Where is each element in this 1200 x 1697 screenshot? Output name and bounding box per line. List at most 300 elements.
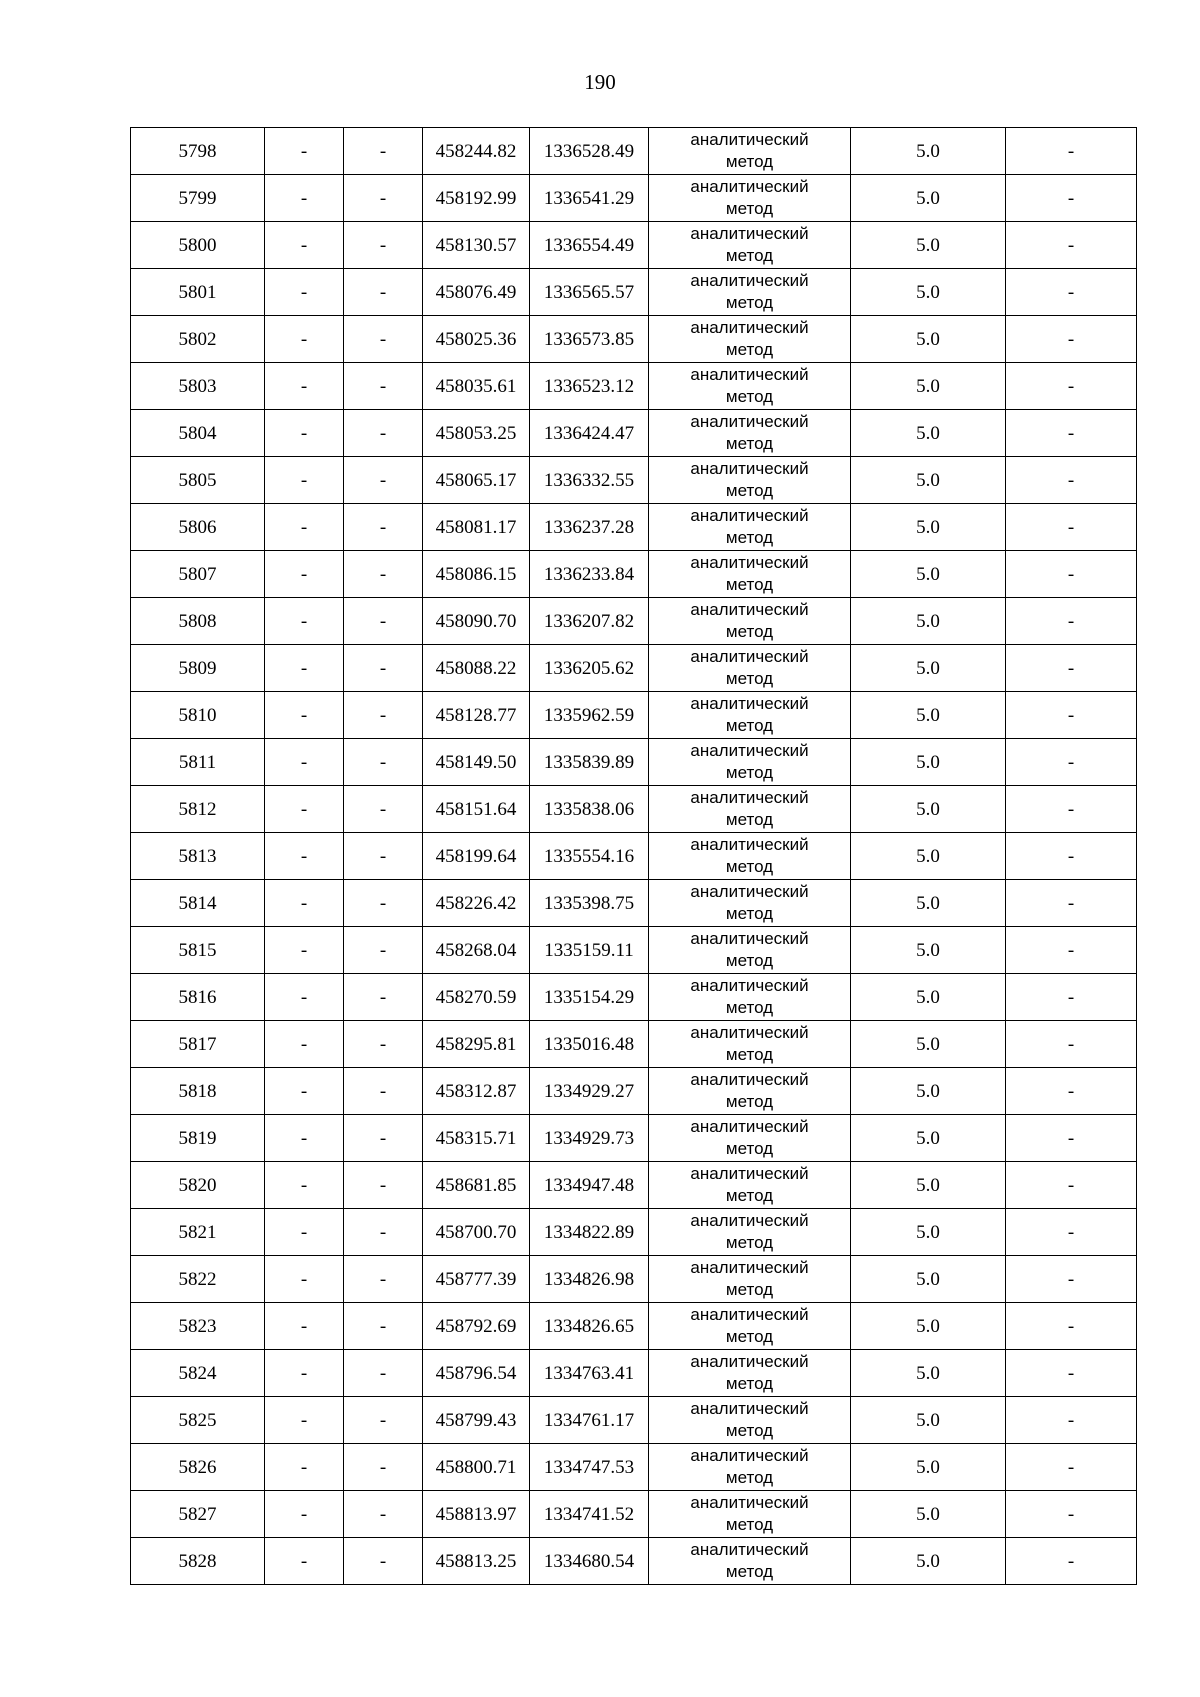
coord-y-cell: 1336207.82 — [530, 598, 649, 645]
coordinates-table — [130, 127, 1137, 1585]
dash-cell: - — [265, 1491, 344, 1538]
coord-y-cell: 1335159.11 — [530, 927, 649, 974]
dash-cell: - — [344, 1162, 423, 1209]
method-label-line2: метод — [725, 1233, 774, 1252]
dash-cell: - — [1006, 880, 1137, 927]
coord-x-cell: 458681.85 — [423, 1162, 530, 1209]
coord-y-cell: 1334680.54 — [530, 1538, 649, 1585]
coord-x-cell: 458777.39 — [423, 1256, 530, 1303]
point-number-cell: 5809 — [131, 645, 265, 692]
method-label-line2: метод — [725, 1515, 774, 1534]
accuracy-cell: 5.0 — [851, 1256, 1006, 1303]
point-number-cell: 5826 — [131, 1444, 265, 1491]
table-row — [131, 222, 1137, 269]
coord-x-cell: 458086.15 — [423, 551, 530, 598]
method-cell — [649, 269, 851, 316]
dash-cell: - — [265, 786, 344, 833]
method-label-line2: метод — [725, 481, 774, 500]
point-number-cell: 5824 — [131, 1350, 265, 1397]
method-label-line1: аналитический — [690, 177, 809, 196]
method-label-line1: аналитический — [690, 224, 809, 243]
dash-cell: - — [265, 175, 344, 222]
coord-x-cell: 458700.70 — [423, 1209, 530, 1256]
method-label-line1: аналитический — [690, 412, 809, 431]
point-number-cell: 5804 — [131, 410, 265, 457]
method-cell — [649, 363, 851, 410]
dash-cell: - — [265, 457, 344, 504]
dash-cell: - — [265, 1162, 344, 1209]
dash-cell: - — [265, 363, 344, 410]
method-cell — [649, 222, 851, 269]
dash-cell: - — [344, 457, 423, 504]
method-label-line2: метод — [725, 1562, 774, 1581]
coord-y-cell: 1334826.65 — [530, 1303, 649, 1350]
table-row — [131, 1068, 1137, 1115]
method-label-line2: метод — [725, 1186, 774, 1205]
coord-y-cell: 1335398.75 — [530, 880, 649, 927]
method-cell — [649, 833, 851, 880]
dash-cell: - — [344, 1209, 423, 1256]
table-row — [131, 410, 1137, 457]
accuracy-cell: 5.0 — [851, 786, 1006, 833]
table-row — [131, 833, 1137, 880]
method-cell — [649, 974, 851, 1021]
method-cell — [649, 645, 851, 692]
accuracy-cell: 5.0 — [851, 692, 1006, 739]
table-row — [131, 1444, 1137, 1491]
table-row — [131, 1209, 1137, 1256]
coord-y-cell: 1336573.85 — [530, 316, 649, 363]
method-label-line1: аналитический — [690, 1352, 809, 1371]
table-row — [131, 1350, 1137, 1397]
dash-cell: - — [344, 222, 423, 269]
table-row — [131, 551, 1137, 598]
table-row — [131, 1115, 1137, 1162]
method-label-line1: аналитический — [690, 1258, 809, 1277]
method-label-line2: метод — [725, 1468, 774, 1487]
method-cell — [649, 1209, 851, 1256]
method-label-line1: аналитический — [690, 741, 809, 760]
dash-cell: - — [344, 880, 423, 927]
accuracy-cell: 5.0 — [851, 269, 1006, 316]
method-cell — [649, 1491, 851, 1538]
dash-cell: - — [1006, 833, 1137, 880]
dash-cell: - — [265, 1256, 344, 1303]
dash-cell: - — [265, 316, 344, 363]
method-label-line1: аналитический — [690, 1493, 809, 1512]
method-cell — [649, 504, 851, 551]
method-cell — [649, 1303, 851, 1350]
coord-x-cell: 458268.04 — [423, 927, 530, 974]
point-number-cell: 5798 — [131, 128, 265, 175]
dash-cell: - — [344, 269, 423, 316]
method-cell — [649, 551, 851, 598]
point-number-cell: 5822 — [131, 1256, 265, 1303]
method-label-line2: метод — [725, 575, 774, 594]
method-label-line2: метод — [725, 951, 774, 970]
coord-y-cell: 1334761.17 — [530, 1397, 649, 1444]
coord-y-cell: 1334929.27 — [530, 1068, 649, 1115]
method-cell — [649, 880, 851, 927]
method-label-line1: аналитический — [690, 506, 809, 525]
dash-cell: - — [265, 927, 344, 974]
accuracy-cell: 5.0 — [851, 927, 1006, 974]
table-row — [131, 457, 1137, 504]
method-cell — [649, 128, 851, 175]
method-cell — [649, 786, 851, 833]
accuracy-cell: 5.0 — [851, 833, 1006, 880]
table-body — [131, 128, 1137, 1585]
table-row — [131, 739, 1137, 786]
method-cell — [649, 1021, 851, 1068]
accuracy-cell: 5.0 — [851, 551, 1006, 598]
method-label-line1: аналитический — [690, 929, 809, 948]
dash-cell: - — [344, 645, 423, 692]
point-number-cell: 5827 — [131, 1491, 265, 1538]
dash-cell: - — [1006, 598, 1137, 645]
dash-cell: - — [1006, 786, 1137, 833]
point-number-cell: 5813 — [131, 833, 265, 880]
dash-cell: - — [1006, 316, 1137, 363]
dash-cell: - — [1006, 645, 1137, 692]
table-row — [131, 692, 1137, 739]
method-cell — [649, 1115, 851, 1162]
coord-y-cell: 1334747.53 — [530, 1444, 649, 1491]
coord-y-cell: 1334947.48 — [530, 1162, 649, 1209]
method-label-line1: аналитический — [690, 694, 809, 713]
coord-x-cell: 458053.25 — [423, 410, 530, 457]
dash-cell: - — [265, 645, 344, 692]
method-cell — [649, 457, 851, 504]
accuracy-cell: 5.0 — [851, 1115, 1006, 1162]
table-row — [131, 645, 1137, 692]
method-label-line1: аналитический — [690, 1023, 809, 1042]
method-label-line2: метод — [725, 293, 774, 312]
dash-cell: - — [344, 363, 423, 410]
method-label-line1: аналитический — [690, 1211, 809, 1230]
dash-cell: - — [344, 175, 423, 222]
coord-y-cell: 1334826.98 — [530, 1256, 649, 1303]
accuracy-cell: 5.0 — [851, 739, 1006, 786]
dash-cell: - — [1006, 1209, 1137, 1256]
method-label-line1: аналитический — [690, 365, 809, 384]
coord-y-cell: 1334822.89 — [530, 1209, 649, 1256]
dash-cell: - — [265, 269, 344, 316]
coord-x-cell: 458226.42 — [423, 880, 530, 927]
coord-x-cell: 458088.22 — [423, 645, 530, 692]
point-number-cell: 5799 — [131, 175, 265, 222]
method-label-line1: аналитический — [690, 1305, 809, 1324]
accuracy-cell: 5.0 — [851, 1491, 1006, 1538]
table-row — [131, 927, 1137, 974]
dash-cell: - — [1006, 457, 1137, 504]
dash-cell: - — [1006, 551, 1137, 598]
table-row — [131, 1397, 1137, 1444]
dash-cell: - — [344, 974, 423, 1021]
coord-x-cell: 458792.69 — [423, 1303, 530, 1350]
coord-y-cell: 1336237.28 — [530, 504, 649, 551]
dash-cell: - — [1006, 128, 1137, 175]
method-label-line1: аналитический — [690, 271, 809, 290]
point-number-cell: 5805 — [131, 457, 265, 504]
dash-cell: - — [1006, 269, 1137, 316]
dash-cell: - — [344, 1021, 423, 1068]
coord-x-cell: 458800.71 — [423, 1444, 530, 1491]
dash-cell: - — [1006, 1303, 1137, 1350]
method-label-line2: метод — [725, 340, 774, 359]
table-row — [131, 1256, 1137, 1303]
coord-x-cell: 458312.87 — [423, 1068, 530, 1115]
method-cell — [649, 598, 851, 645]
coord-y-cell: 1335154.29 — [530, 974, 649, 1021]
method-cell — [649, 1444, 851, 1491]
coord-y-cell: 1336528.49 — [530, 128, 649, 175]
dash-cell: - — [265, 504, 344, 551]
point-number-cell: 5828 — [131, 1538, 265, 1585]
coord-x-cell: 458151.64 — [423, 786, 530, 833]
method-label-line2: метод — [725, 199, 774, 218]
coord-x-cell: 458065.17 — [423, 457, 530, 504]
method-label-line2: метод — [725, 1421, 774, 1440]
dash-cell: - — [344, 1491, 423, 1538]
point-number-cell: 5812 — [131, 786, 265, 833]
coord-x-cell: 458315.71 — [423, 1115, 530, 1162]
method-label-line1: аналитический — [690, 788, 809, 807]
coord-x-cell: 458128.77 — [423, 692, 530, 739]
coord-x-cell: 458149.50 — [423, 739, 530, 786]
dash-cell: - — [344, 692, 423, 739]
method-label-line2: метод — [725, 904, 774, 923]
coord-x-cell: 458076.49 — [423, 269, 530, 316]
point-number-cell: 5808 — [131, 598, 265, 645]
dash-cell: - — [1006, 222, 1137, 269]
dash-cell: - — [1006, 1021, 1137, 1068]
accuracy-cell: 5.0 — [851, 1021, 1006, 1068]
coord-y-cell: 1336554.49 — [530, 222, 649, 269]
method-label-line1: аналитический — [690, 318, 809, 337]
coord-y-cell: 1335016.48 — [530, 1021, 649, 1068]
method-label-line2: метод — [725, 857, 774, 876]
method-label-line1: аналитический — [690, 1070, 809, 1089]
accuracy-cell: 5.0 — [851, 457, 1006, 504]
method-label-line2: метод — [725, 152, 774, 171]
coord-y-cell: 1334929.73 — [530, 1115, 649, 1162]
coord-x-cell: 458130.57 — [423, 222, 530, 269]
dash-cell: - — [1006, 504, 1137, 551]
dash-cell: - — [265, 1068, 344, 1115]
dash-cell: - — [1006, 1162, 1137, 1209]
dash-cell: - — [265, 1115, 344, 1162]
accuracy-cell: 5.0 — [851, 598, 1006, 645]
accuracy-cell: 5.0 — [851, 1303, 1006, 1350]
dash-cell: - — [1006, 739, 1137, 786]
dash-cell: - — [1006, 1491, 1137, 1538]
dash-cell: - — [1006, 692, 1137, 739]
method-label-line1: аналитический — [690, 647, 809, 666]
coord-y-cell: 1335839.89 — [530, 739, 649, 786]
method-cell — [649, 1068, 851, 1115]
method-cell — [649, 692, 851, 739]
method-label-line2: метод — [725, 716, 774, 735]
coord-y-cell: 1336541.29 — [530, 175, 649, 222]
dash-cell: - — [344, 1397, 423, 1444]
table-row — [131, 316, 1137, 363]
dash-cell: - — [265, 551, 344, 598]
method-label-line1: аналитический — [690, 600, 809, 619]
method-label-line2: метод — [725, 1327, 774, 1346]
method-cell — [649, 1538, 851, 1585]
accuracy-cell: 5.0 — [851, 1538, 1006, 1585]
accuracy-cell: 5.0 — [851, 363, 1006, 410]
dash-cell: - — [344, 1444, 423, 1491]
coord-x-cell: 458796.54 — [423, 1350, 530, 1397]
dash-cell: - — [265, 974, 344, 1021]
method-label-line1: аналитический — [690, 1540, 809, 1559]
dash-cell: - — [265, 128, 344, 175]
point-number-cell: 5820 — [131, 1162, 265, 1209]
dash-cell: - — [344, 1538, 423, 1585]
coord-x-cell: 458270.59 — [423, 974, 530, 1021]
method-label-line1: аналитический — [690, 1164, 809, 1183]
dash-cell: - — [344, 1256, 423, 1303]
dash-cell: - — [344, 504, 423, 551]
method-label-line2: метод — [725, 1092, 774, 1111]
coord-x-cell: 458244.82 — [423, 128, 530, 175]
coord-y-cell: 1336205.62 — [530, 645, 649, 692]
method-label-line2: метод — [725, 810, 774, 829]
method-label-line2: метод — [725, 434, 774, 453]
dash-cell: - — [1006, 363, 1137, 410]
method-label-line1: аналитический — [690, 459, 809, 478]
coord-y-cell: 1334741.52 — [530, 1491, 649, 1538]
dash-cell: - — [344, 1350, 423, 1397]
point-number-cell: 5803 — [131, 363, 265, 410]
dash-cell: - — [344, 1068, 423, 1115]
dash-cell: - — [265, 1209, 344, 1256]
point-number-cell: 5821 — [131, 1209, 265, 1256]
dash-cell: - — [344, 1115, 423, 1162]
coord-x-cell: 458799.43 — [423, 1397, 530, 1444]
dash-cell: - — [344, 786, 423, 833]
method-label-line2: метод — [725, 387, 774, 406]
dash-cell: - — [1006, 1538, 1137, 1585]
table-row — [131, 269, 1137, 316]
method-label-line1: аналитический — [690, 130, 809, 149]
accuracy-cell: 5.0 — [851, 410, 1006, 457]
coord-y-cell: 1335838.06 — [530, 786, 649, 833]
dash-cell: - — [265, 833, 344, 880]
coord-y-cell: 1334763.41 — [530, 1350, 649, 1397]
method-cell — [649, 1162, 851, 1209]
method-label-line2: метод — [725, 998, 774, 1017]
point-number-cell: 5825 — [131, 1397, 265, 1444]
coord-y-cell: 1336233.84 — [530, 551, 649, 598]
point-number-cell: 5819 — [131, 1115, 265, 1162]
method-label-line1: аналитический — [690, 976, 809, 995]
accuracy-cell: 5.0 — [851, 1397, 1006, 1444]
dash-cell: - — [1006, 927, 1137, 974]
method-cell — [649, 739, 851, 786]
dash-cell: - — [265, 222, 344, 269]
coord-x-cell: 458090.70 — [423, 598, 530, 645]
table-row — [131, 1303, 1137, 1350]
table-row — [131, 1021, 1137, 1068]
dash-cell: - — [344, 739, 423, 786]
method-label-line1: аналитический — [690, 1399, 809, 1418]
coord-y-cell: 1336565.57 — [530, 269, 649, 316]
method-label-line1: аналитический — [690, 1446, 809, 1465]
dash-cell: - — [1006, 1350, 1137, 1397]
point-number-cell: 5815 — [131, 927, 265, 974]
method-label-line2: метод — [725, 763, 774, 782]
accuracy-cell: 5.0 — [851, 645, 1006, 692]
dash-cell: - — [1006, 1068, 1137, 1115]
accuracy-cell: 5.0 — [851, 1444, 1006, 1491]
point-number-cell: 5818 — [131, 1068, 265, 1115]
table-row — [131, 128, 1137, 175]
table-row — [131, 504, 1137, 551]
method-cell — [649, 316, 851, 363]
point-number-cell: 5801 — [131, 269, 265, 316]
table-row — [131, 598, 1137, 645]
method-label-line1: аналитический — [690, 835, 809, 854]
table-row — [131, 175, 1137, 222]
point-number-cell: 5814 — [131, 880, 265, 927]
page-number: 190 — [584, 70, 616, 94]
accuracy-cell: 5.0 — [851, 1162, 1006, 1209]
dash-cell: - — [344, 551, 423, 598]
point-number-cell: 5807 — [131, 551, 265, 598]
accuracy-cell: 5.0 — [851, 1068, 1006, 1115]
coord-y-cell: 1336424.47 — [530, 410, 649, 457]
coord-y-cell: 1335554.16 — [530, 833, 649, 880]
accuracy-cell: 5.0 — [851, 974, 1006, 1021]
dash-cell: - — [1006, 410, 1137, 457]
dash-cell: - — [1006, 974, 1137, 1021]
dash-cell: - — [1006, 1444, 1137, 1491]
method-label-line1: аналитический — [690, 553, 809, 572]
coord-x-cell: 458025.36 — [423, 316, 530, 363]
dash-cell: - — [344, 316, 423, 363]
point-number-cell: 5816 — [131, 974, 265, 1021]
point-number-cell: 5802 — [131, 316, 265, 363]
method-label-line2: метод — [725, 622, 774, 641]
method-cell — [649, 175, 851, 222]
point-number-cell: 5806 — [131, 504, 265, 551]
coord-y-cell: 1336332.55 — [530, 457, 649, 504]
method-label-line2: метод — [725, 246, 774, 265]
dash-cell: - — [1006, 1397, 1137, 1444]
dash-cell: - — [265, 1444, 344, 1491]
table-row — [131, 974, 1137, 1021]
dash-cell: - — [265, 739, 344, 786]
dash-cell: - — [265, 880, 344, 927]
accuracy-cell: 5.0 — [851, 504, 1006, 551]
method-cell — [649, 927, 851, 974]
accuracy-cell: 5.0 — [851, 175, 1006, 222]
coord-y-cell: 1335962.59 — [530, 692, 649, 739]
dash-cell: - — [265, 1397, 344, 1444]
accuracy-cell: 5.0 — [851, 222, 1006, 269]
dash-cell: - — [265, 1303, 344, 1350]
table-row — [131, 363, 1137, 410]
dash-cell: - — [344, 128, 423, 175]
table-row — [131, 1491, 1137, 1538]
dash-cell: - — [344, 1303, 423, 1350]
point-number-cell: 5817 — [131, 1021, 265, 1068]
method-label-line2: метод — [725, 1045, 774, 1064]
dash-cell: - — [344, 833, 423, 880]
